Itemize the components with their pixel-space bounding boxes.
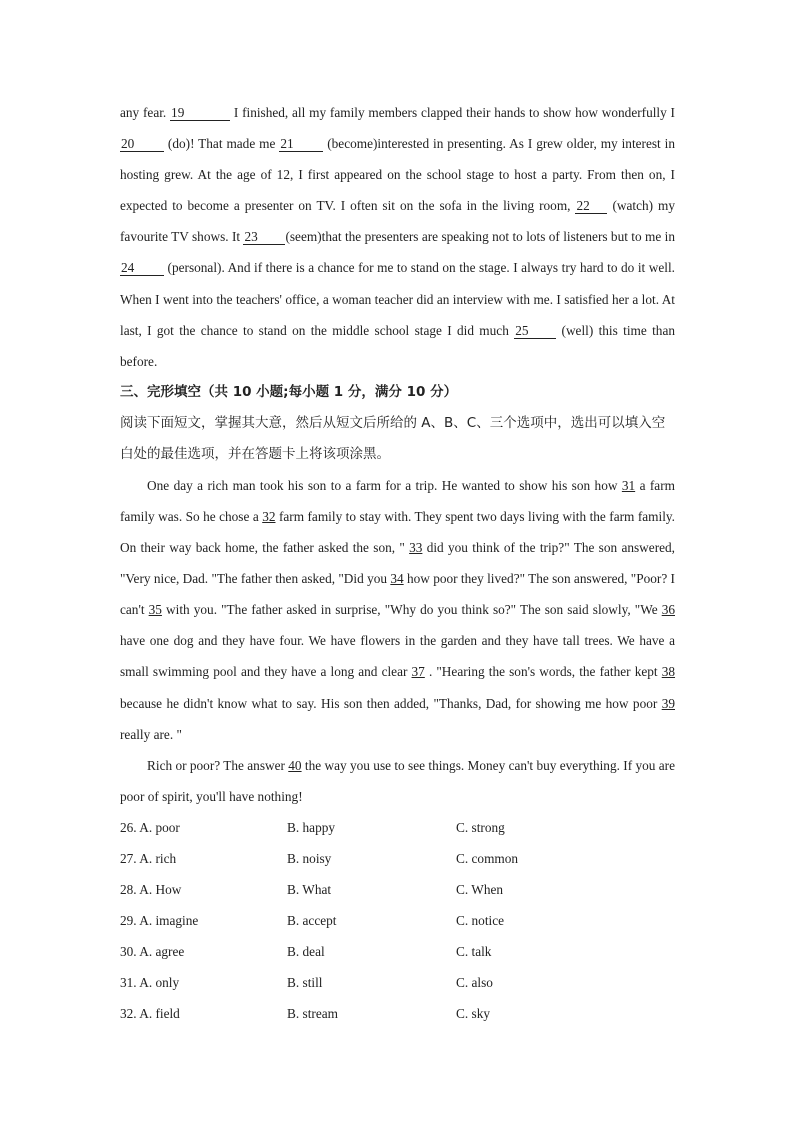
option-a[interactable]: 30. A. agree xyxy=(120,944,185,960)
option-row-30 xyxy=(120,936,675,967)
option-row-27 xyxy=(120,843,675,874)
blank-35[interactable]: 35 xyxy=(148,602,162,618)
option-c[interactable]: C. common xyxy=(456,850,519,866)
story-text: One day a rich man took his son to a farm for a trip. He wanted to show his son how xyxy=(147,477,622,493)
option-b[interactable]: B. happy xyxy=(287,819,336,835)
section-title: 三、完形填空（共 10 小题;每小题 1 分，满分 10 分） xyxy=(120,383,458,400)
passage-text: any fear. xyxy=(120,105,171,120)
story-text: did you think of the trip?" The son answered, "Very nice, Dad. "The father then asked, "Did you xyxy=(120,540,675,587)
answer-options xyxy=(120,812,675,1030)
story-text: . "Hearing the son's words, the father kept xyxy=(424,664,662,680)
option-a[interactable]: 28. A. How xyxy=(120,882,182,898)
option-b[interactable]: B. noisy xyxy=(287,850,332,866)
story-text: how poor they lived?" The son answered, "Poor? I can't xyxy=(120,571,675,618)
story-text: Rich or poor? The answer xyxy=(147,757,289,773)
blank-33[interactable]: 33 xyxy=(409,540,423,556)
option-a[interactable]: 29. A. imagine xyxy=(120,913,199,929)
option-row-32 xyxy=(120,998,675,1029)
option-row-29 xyxy=(120,905,675,936)
blank-34[interactable]: 34 xyxy=(390,571,404,587)
story-text: have one dog and they have four. We have flowers in the garden and they have tall trees. We have a small swimming pool and they have a long and clear xyxy=(120,633,675,680)
option-row-31 xyxy=(120,967,675,998)
story-text: because he didn't know what to say. His son then added, "Thanks, Dad, for showing me how poor xyxy=(120,695,662,711)
blank-23[interactable]: 23 xyxy=(243,230,285,245)
blank-22[interactable]: 22 xyxy=(575,199,607,214)
story-text: with you. "The father asked in surprise, "Why do you think so?" The son said slowly, "We xyxy=(161,602,662,618)
cloze-paragraph-1 xyxy=(120,470,675,750)
option-c[interactable]: C. also xyxy=(456,975,493,991)
blank-36[interactable]: 36 xyxy=(661,602,675,618)
blank-39[interactable]: 39 xyxy=(661,695,675,711)
option-b[interactable]: B. accept xyxy=(287,913,337,929)
option-c[interactable]: C. When xyxy=(456,882,504,898)
passage-text: (become)interested in presenting. As I grew older, my interest in hosting grew. At the age of 12, I first appeared on the school stage to host a party. From then on, I expected to become a presenter on TV. I often sit on the sofa in the living room, xyxy=(120,136,675,214)
blank-19[interactable]: 19 xyxy=(170,106,230,121)
option-a[interactable]: 32. A. field xyxy=(120,1006,180,1022)
passage-grammar-fill xyxy=(120,97,675,377)
option-a[interactable]: 31. A. only xyxy=(120,975,180,991)
blank-25[interactable]: 25 xyxy=(514,324,556,339)
document-page xyxy=(120,97,675,1030)
story-text: the way you use to see things. Money can't buy everything. If you are poor of spirit, you'll have nothing! xyxy=(120,757,675,804)
story-text: farm family to stay with. They spent two days living with the farm family. On their way back home, the father asked the son, " xyxy=(120,508,675,556)
option-b[interactable]: B. What xyxy=(287,882,332,898)
blank-38[interactable]: 38 xyxy=(661,664,676,680)
blank-37[interactable]: 37 xyxy=(411,664,425,680)
blank-31[interactable]: 31 xyxy=(621,477,636,493)
cloze-paragraph-2 xyxy=(120,750,675,812)
option-b[interactable]: B. still xyxy=(287,975,323,991)
blank-32[interactable]: 32 xyxy=(262,508,276,524)
option-c[interactable]: C. notice xyxy=(456,913,505,929)
option-a[interactable]: 27. A. rich xyxy=(120,850,177,866)
passage-text: (do)! That made me xyxy=(164,136,280,152)
passage-text: (seem)that the presenters are speaking not to lots of listeners but to me in xyxy=(285,229,675,245)
option-row-26 xyxy=(120,812,675,843)
option-c[interactable]: C. sky xyxy=(456,1006,490,1022)
option-a[interactable]: 26. A. poor xyxy=(120,819,180,835)
passage-text: I finished, all my family members clapped their hands to show how wonderfully I xyxy=(230,105,675,120)
option-b[interactable]: B. stream xyxy=(287,1006,338,1022)
passage-text: (watch) my favourite TV shows. It xyxy=(120,198,676,245)
blank-24[interactable]: 24 xyxy=(120,261,164,276)
option-c[interactable]: C. talk xyxy=(456,944,492,960)
option-c[interactable]: C. strong xyxy=(456,819,505,835)
blank-21[interactable]: 21 xyxy=(279,137,323,152)
passage-text: (personal). And if there is a chance for me to stand on the stage. I always try hard to do it well. When I went into the teachers' office, a woman teacher did an interview with me. I satisfied her a lot. At last, I got the chance to stand on the middle school stage I did much xyxy=(120,260,675,338)
story-text: really are. " xyxy=(120,726,182,742)
story-text: a farm family was. So he chose a xyxy=(120,477,675,524)
section-instruction: 阅读下面短文，掌握其大意，然后从短文后所给的 A、B、C、三个选项中，选出可以填入空白处的最佳选项，并在答题卡上将该项涂黑。 xyxy=(120,414,666,462)
blank-40[interactable]: 40 xyxy=(288,757,302,773)
option-b[interactable]: B. deal xyxy=(287,944,325,960)
passage-text: (well) this time than before. xyxy=(120,322,675,369)
option-row-28 xyxy=(120,874,675,905)
blank-20[interactable]: 20 xyxy=(120,137,164,152)
